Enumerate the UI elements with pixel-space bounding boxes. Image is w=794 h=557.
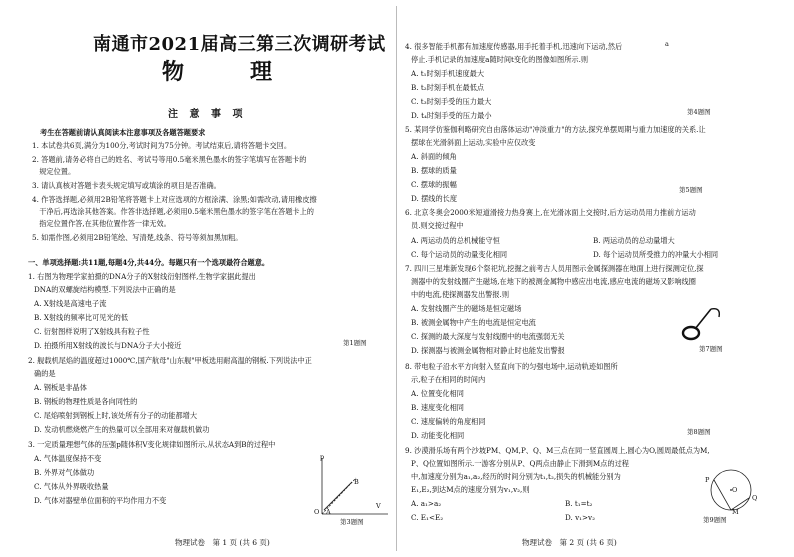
- q2-option-c: C. 尾焰喷射到钢板上时,该处所有分子的动能都增大: [34, 411, 198, 420]
- page-footer-right: 物理试卷 第 2 页 (共 6 页): [522, 538, 617, 547]
- q7-option-b: B. 被测金属物中产生的电流是恒定电流: [411, 318, 536, 327]
- q9-label-p: P: [705, 476, 710, 484]
- q7-option-a: A. 发射线圈产生的磁场是恒定磁场: [411, 304, 522, 313]
- q5-option-c: C. 摆球的振幅: [411, 180, 457, 189]
- q1-option-c: C. 衍射图样说明了X射线具有粒子性: [34, 327, 150, 336]
- q5-option-b: B. 摆球的质量: [411, 166, 457, 175]
- q2-option-a: A. 钢板是非晶体: [34, 383, 87, 392]
- q3-option-a: A. 气体温度保持不变: [34, 454, 102, 463]
- q1-option-d: D. 拍摄所用X射线的波长与DNA分子大小接近: [34, 341, 182, 350]
- q9-label-q: Q: [752, 494, 758, 502]
- q2-option-d: D. 发动机燃烧燃产生的热量可以全部用来对舰载机做功: [34, 425, 210, 434]
- q4-option-c: C. t₃时刻手受的压力最大: [411, 97, 492, 106]
- notice-item: 1. 本试卷共6页,满分为100分,考试时间为75分钟。考试结束后,请将答题卡交回。: [32, 141, 292, 150]
- q7-stem: 7. 四川三星堆新发现6个祭祀坑,挖掘之前考古人员用图示金属探测器在地面上进行探测定位,探: [405, 264, 704, 273]
- notice-item: 规定位置。: [32, 167, 76, 176]
- q9-option-a: A. a₁>a₂: [411, 499, 442, 508]
- q1-stem: DNA的双螺旋结构模型.下列说法中正确的是: [34, 285, 176, 294]
- page-footer-left: 物理试卷 第 1 页 (共 6 页): [175, 538, 270, 547]
- q5-stem: 摆球在光滑斜面上运动,实验中应仅改变: [411, 138, 536, 147]
- q4-option-b: B. t₂时刻手机在最低点: [411, 83, 485, 92]
- column-divider: [396, 6, 397, 551]
- q5-option-a: A. 斜面的倾角: [411, 152, 457, 161]
- q6-option-a: A. 两运动员的总机械能守恒: [411, 236, 500, 245]
- notice-item: 3. 请认真核对答题卡表头规定填写或填涂的项目是否准确。: [32, 181, 221, 190]
- q1-stem: 1. 右图为物理学家拍摄的DNA分子的X射线衍射图样,生物学家据此提出: [28, 272, 256, 281]
- q9-label-o: O: [732, 486, 738, 494]
- q7-figure-caption: 第7题图: [699, 345, 723, 353]
- notice-item: 干净后,再选涂其他答案。作答非选择题,必须用0.5毫米黑色墨水的签字笔在答题卡上的: [32, 207, 314, 216]
- q7-option-c: C. 探测的最大深度与发射线圈中的电流强弱无关: [411, 332, 565, 341]
- notice-intro: 考生在答题前请认真阅读本注意事项及各题答题要求: [40, 128, 206, 137]
- q8-option-b: B. 速度变化相同: [411, 403, 464, 412]
- q9-figure-caption: 第9题图: [703, 516, 727, 524]
- q8-stem: 示,粒子在相同的时间内: [411, 375, 486, 384]
- q9-circle-diagram: [693, 468, 763, 518]
- q3-origin: O: [314, 508, 320, 516]
- q3-option-c: C. 气体从外界吸收热量: [34, 482, 109, 491]
- q3-axis-v: V: [376, 502, 381, 510]
- q4-option-d: D. t₄时刻手受的压力最小: [411, 111, 492, 120]
- q2-stem: 确的是: [34, 369, 56, 378]
- q6-stem: 6. 北京冬奥会2000米短道滑接力热身赛上,在光滑冰面上交接时,后方运动员用力推前方运动: [405, 208, 696, 217]
- q3-pv-diagram: [310, 452, 390, 522]
- notice-heading: 注 意 事 项: [168, 109, 247, 120]
- q9-stem: 中,加速度分别为a₁,a₂,经历的时间分别为t₁,t₂,损失的机械能分别为: [411, 472, 621, 481]
- q7-option-d: D. 探测器与被测金属物相对静止时也能发出警报: [411, 346, 565, 355]
- notice-item: 指定位置作答,在其他位置作答一律无效。: [32, 219, 171, 228]
- q9-option-c: C. E₁<E₂: [411, 513, 444, 522]
- q9-stem: E₁,E₂,到达M点的速度分别为v₁,v₂,则: [411, 485, 530, 494]
- q2-stem: 2. 舰载机尾焰的温度超过1000℃,国产航母"山东舰"甲板选用耐高温的钢板.下列说法中正: [28, 356, 312, 365]
- q8-stem: 8. 带电粒子沿水平方向射入竖直向下的匀强电场中,运动轨迹如图所: [405, 362, 618, 371]
- q6-stem: 员.则交接过程中: [411, 221, 464, 230]
- q3-point-a: A: [326, 508, 331, 516]
- q3-stem: 3. 一定质量理想气体的压强p随体积V变化规律如图所示,从状态A到B的过程中: [28, 440, 276, 449]
- q4-axis-a: a: [665, 40, 669, 48]
- section-heading: 一、单项选择题:共11题,每题4分,共44分。每题只有一个选项最符合题意。: [28, 258, 270, 267]
- q1-option-b: B. X射线的频率比可见光的低: [34, 313, 129, 322]
- q9-stem: 9. 沙漠滑乐场有两个沙坡PM、QM,P、Q、M三点在同一竖直圆周上,圆心为O,圆周最低点为M,: [405, 446, 710, 455]
- subject-title: 物 理: [162, 59, 295, 85]
- q9-option-d: D. v₁>v₂: [565, 513, 595, 522]
- q5-option-d: D. 摆线的长度: [411, 194, 458, 203]
- q9-stem: P、Q位置如图所示.一游客分别从P、Q两点由静止下滑到M点的过程: [411, 459, 629, 468]
- q7-metal-detector-figure: [681, 305, 731, 345]
- q8-option-a: A. 位置变化相同: [411, 389, 464, 398]
- notice-item: 2. 答题前,请务必将自己的姓名、考试号等用0.5毫米黑色墨水的签字笔填写在答题卡的: [32, 155, 307, 164]
- q7-stem: 测器中的发射线圈产生磁场,在地下的被测金属物中感应出电流,感应电流的磁场又影响线圈: [411, 277, 696, 286]
- q9-label-m: M: [732, 508, 739, 516]
- q4-option-a: A. t₁时刻手机速度最大: [411, 69, 485, 78]
- q6-option-d: D. 每个运动员所受推力的冲量大小相同: [593, 250, 719, 259]
- q1-option-a: A. X射线是高速电子流: [34, 299, 107, 308]
- q3-point-b: B: [354, 478, 359, 486]
- q7-stem: 中的电流,使探测器发出警报.则: [411, 290, 510, 299]
- q5-stem: 5. 某同学仿鉴伽利略研究自由落体运动"冲淡重力"的方法,探究单摆周期与重力加速度的关系.让: [405, 125, 706, 134]
- q6-option-c: C. 每个运动员的动量变化相同: [411, 250, 508, 259]
- q8-figure-caption: 第8题图: [687, 428, 711, 436]
- q6-option-b: B. 两运动员的总动量增大: [593, 236, 675, 245]
- q3-axis-p: p: [320, 453, 325, 461]
- q3-option-b: B. 外界对气体做功: [34, 468, 95, 477]
- q3-figure-caption: 第3题图: [340, 518, 364, 526]
- q3-option-d: D. 气体对器壁单位面积的平均作用力不变: [34, 496, 167, 505]
- q8-option-d: D. 动能变化相同: [411, 431, 465, 440]
- q9-option-b: B. t₁=t₂: [565, 499, 593, 508]
- notice-item: 5. 如需作图,必须用2B铅笔绘、写清楚,线条、符号等须加黑加粗。: [32, 233, 243, 242]
- q4-stem: 停止.手机记录的加速度a随时间t变化的图像如图所示.则: [411, 55, 589, 64]
- q4-stem: 4. 很多智能手机都有加速度传感器,用手托着手机,迅速向下运动,然后: [405, 42, 623, 51]
- q8-option-c: C. 速度偏转的角度相同: [411, 417, 486, 426]
- q4-figure-caption: 第4题图: [687, 108, 711, 116]
- exam-title: 南通市2021届高三第三次调研考试: [93, 34, 386, 55]
- notice-item: 4. 作答选择题,必须用2B铅笔将答题卡上对应选项的方框涂满、涂黑;如需改动,请用橡皮擦: [32, 195, 317, 204]
- q2-option-b: B. 钢板的物理性质是各向同性的: [34, 397, 138, 406]
- q1-figure-caption: 第1题图: [343, 339, 367, 347]
- q5-figure-caption: 第5题图: [679, 186, 703, 194]
